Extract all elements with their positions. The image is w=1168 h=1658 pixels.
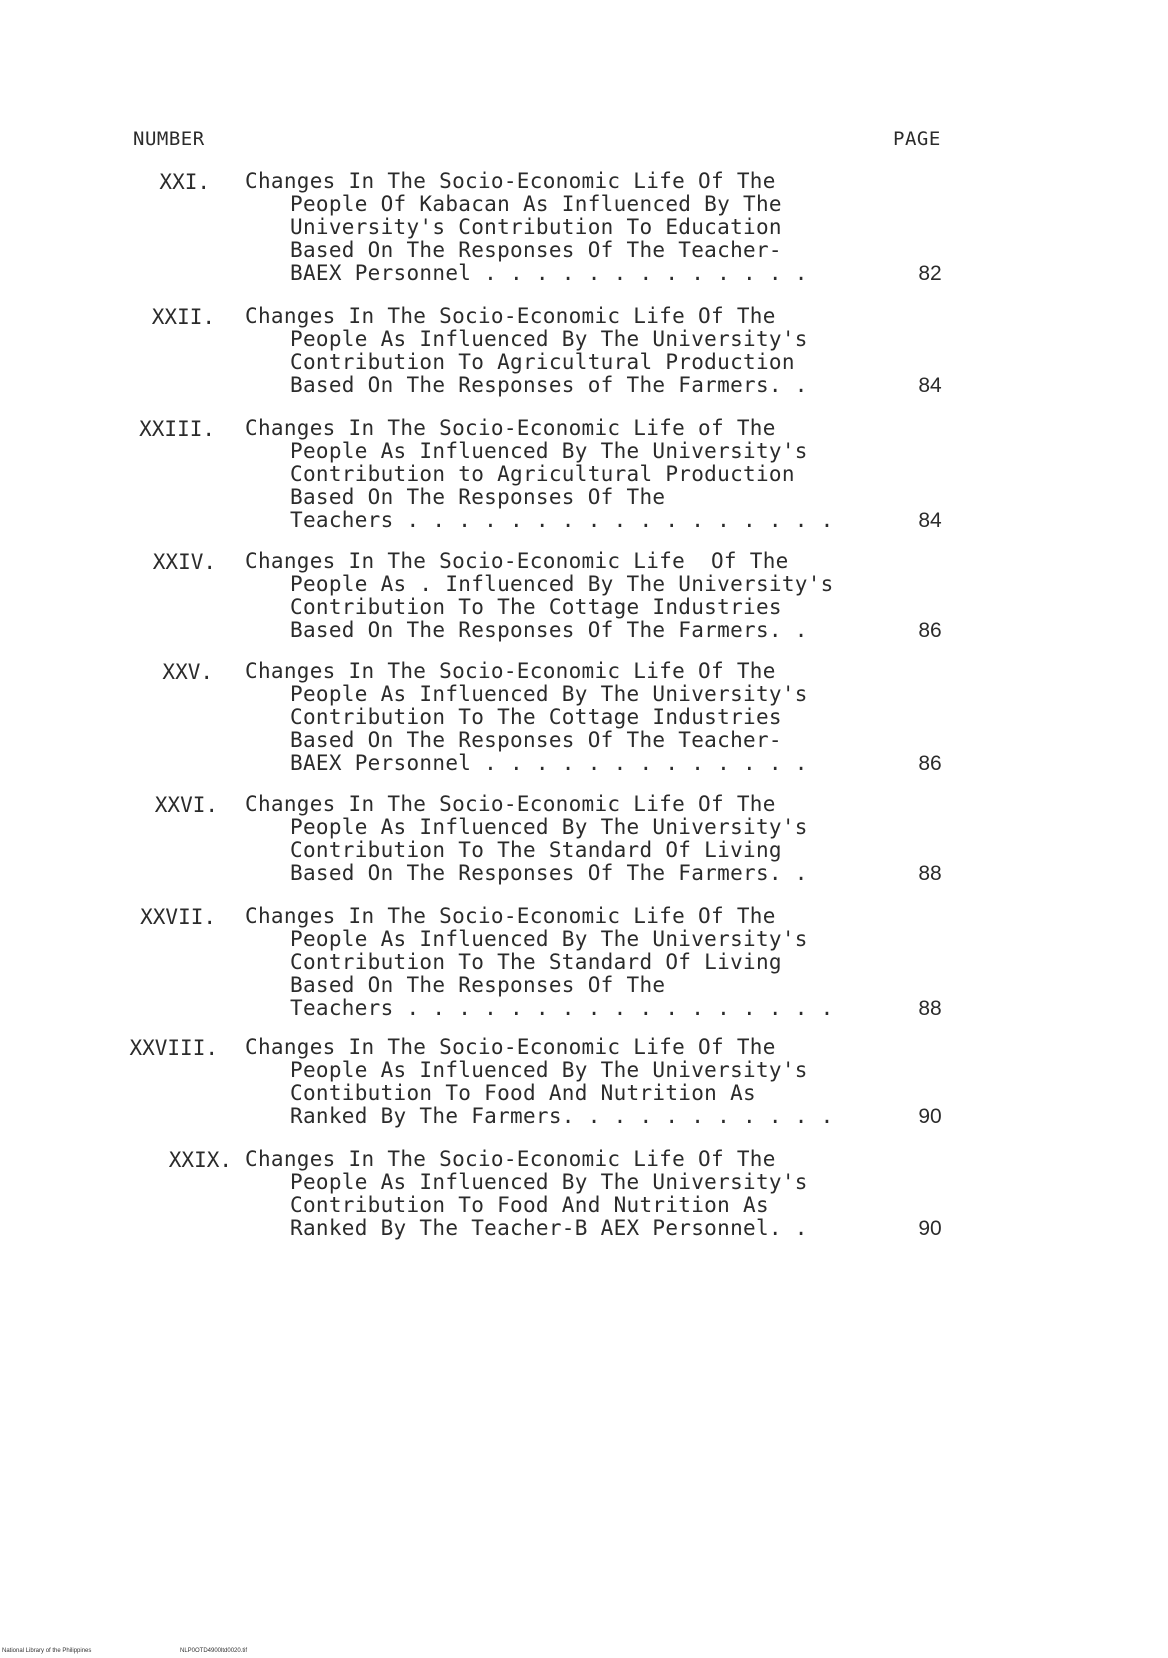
entry-page-number: 88	[918, 862, 942, 885]
entry-title-line: Contribution To Food And Nutrition As	[290, 1193, 769, 1217]
entry-title-line: Based On The Responses Of The Teacher-	[290, 728, 782, 752]
entry-number: XXII.	[151, 305, 215, 329]
entry-title-line: Contribution To The Standard Of Living	[290, 950, 782, 974]
entry-title-line: University's Contribution To Education	[290, 215, 782, 239]
entry-title-line: Contribution To The Cottage Industries	[290, 705, 782, 729]
entry-title-line: Contribution To The Cottage Industries	[290, 595, 782, 619]
entry-number: XXVIII.	[129, 1036, 218, 1060]
entry-number: XXI.	[159, 170, 210, 194]
entry-title-line: People As Influenced By The University's	[290, 815, 808, 839]
entry-page-number: 86	[918, 619, 942, 642]
entry-title-line: Changes In The Socio-Economic Life Of The	[245, 1035, 776, 1059]
entry-title-line: Changes In The Socio-Economic Life Of The	[245, 792, 776, 816]
footer-filename: NLP0OTD4900ltd0020.tif	[180, 1648, 248, 1654]
entry-title-line: Contribution To Agricultural Production	[290, 350, 795, 374]
entry-page-number: 90	[918, 1217, 942, 1240]
page-column-header: PAGE	[893, 128, 941, 150]
entry-number: XXVI.	[154, 793, 218, 817]
entry-title-line: Changes In The Socio-Economic Life Of The	[245, 659, 776, 683]
entry-title-line: Based On The Responses Of The Teacher-	[290, 238, 782, 262]
entry-title-line: BAEX Personnel . . . . . . . . . . . . .	[290, 751, 808, 775]
entry-title-line: Based On The Responses Of The	[290, 973, 666, 997]
entry-title-line: Teachers . . . . . . . . . . . . . . . . .	[290, 996, 834, 1020]
entry-page-number: 90	[918, 1105, 942, 1128]
entry-title-line: Based On The Responses of The Farmers. .	[290, 373, 808, 397]
entry-title-line: Based On The Responses Of The Farmers. .	[290, 618, 808, 642]
entry-title-line: Changes In The Socio-Economic Life Of The	[245, 904, 776, 928]
entry-title-line: Based On The Responses Of The Farmers. .	[290, 861, 808, 885]
entry-title-line: People As Influenced By The University's	[290, 327, 808, 351]
entry-title-line: Changes In The Socio-Economic Life Of The	[245, 1147, 776, 1171]
entry-title-line: Changes In The Socio-Economic Life Of The	[245, 549, 789, 573]
entry-title-line: People As Influenced By The University's	[290, 682, 808, 706]
entry-number: XXIV.	[152, 550, 216, 574]
entry-title-line: Changes In The Socio-Economic Life Of The	[245, 169, 776, 193]
entry-title-line: Contribution To The Standard Of Living	[290, 838, 782, 862]
entry-title-line: People As Influenced By The University's	[290, 1058, 808, 1082]
entry-number: XXV.	[162, 660, 213, 684]
entry-title-line: Changes In The Socio-Economic Life Of The	[245, 304, 776, 328]
entry-page-number: 82	[918, 262, 942, 285]
entry-title-line: BAEX Personnel . . . . . . . . . . . . .	[290, 261, 808, 285]
entry-title-line: People As Influenced By The University's	[290, 439, 808, 463]
entry-title-line: Changes In The Socio-Economic Life of The	[245, 416, 776, 440]
entry-page-number: 88	[918, 997, 942, 1020]
entry-title-line: Contibution To Food And Nutrition As	[290, 1081, 756, 1105]
entry-page-number: 84	[918, 509, 942, 532]
entry-number: XXIII.	[139, 417, 215, 441]
entry-title-line: Based On The Responses Of The	[290, 485, 666, 509]
entry-title-line: Ranked By The Teacher-B AEX Personnel. .	[290, 1216, 808, 1240]
entry-page-number: 86	[918, 752, 942, 775]
entry-title-line: People Of Kabacan As Influenced By The	[290, 192, 782, 216]
entry-page-number: 84	[918, 374, 942, 397]
entry-title-line: Teachers . . . . . . . . . . . . . . . . .	[290, 508, 834, 532]
entry-title-line: Contribution to Agricultural Production	[290, 462, 795, 486]
entry-number: XXVII.	[140, 905, 216, 929]
entry-title-line: People As Influenced By The University's	[290, 1170, 808, 1194]
entry-number: XXIX.	[168, 1148, 232, 1172]
entry-title-line: Ranked By The Farmers. . . . . . . . . . .	[290, 1104, 834, 1128]
entry-title-line: People As . Influenced By The University's	[290, 572, 834, 596]
footer-source: National Library of the Philippines	[2, 1648, 92, 1654]
entry-title-line: People As Influenced By The University's	[290, 927, 808, 951]
number-column-header: NUMBER	[133, 128, 205, 150]
